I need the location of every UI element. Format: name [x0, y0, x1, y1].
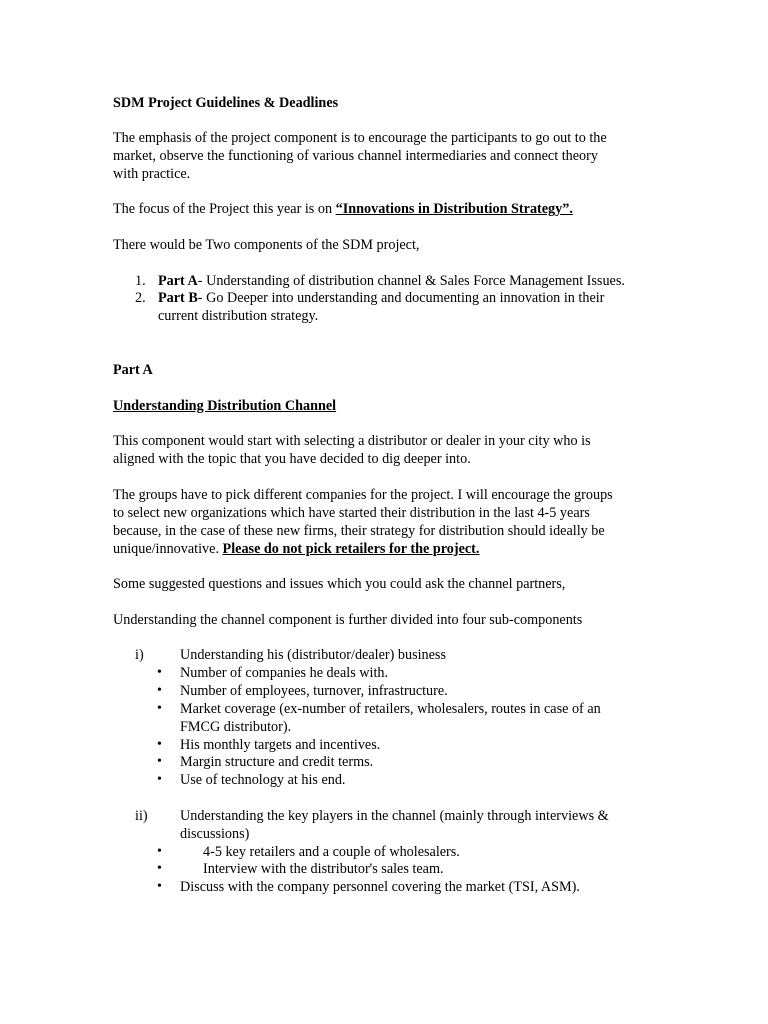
focus-line	[113, 200, 573, 218]
bullet-item: Use of technology at his end.	[180, 772, 346, 788]
bullet-item: Interview with the distributor's sales team.	[203, 861, 444, 877]
bullet-item-continuation: FMCG distributor).	[180, 719, 292, 735]
intro-line: with practice.	[113, 166, 191, 182]
bullet-item: Market coverage (ex-number of retailers, wholesalers, routes in case of an	[180, 701, 601, 717]
list-item	[158, 289, 604, 307]
paragraph-line: because, in the case of these new firms, their strategy for distribution should ideally be	[113, 523, 605, 539]
bullet-icon: •	[157, 665, 162, 680]
focus-highlight: “Innovations in Distribution Strategy”.	[335, 201, 573, 217]
bullet-icon: •	[157, 844, 162, 859]
bullet-icon: •	[157, 701, 162, 716]
sub-numeral: ii)	[135, 808, 148, 824]
bullet-icon: •	[157, 683, 162, 698]
bullet-item: Number of employees, turnover, infrastructure.	[180, 683, 448, 699]
list-item	[158, 272, 625, 290]
part-a-heading: Part A	[113, 362, 153, 378]
sub-numeral: i)	[135, 647, 144, 663]
paragraph-line: The groups have to pick different companies for the project. I will encourage the groups	[113, 487, 613, 503]
component-text: - Understanding of distribution channel & Sales Force Management Issues.	[197, 273, 625, 289]
component-label: Part B	[158, 290, 198, 306]
bullet-icon: •	[157, 772, 162, 787]
bullet-icon: •	[157, 861, 162, 876]
questions-line: Some suggested questions and issues which you could ask the channel partners,	[113, 576, 566, 592]
bullet-item: Discuss with the company personnel covering the market (TSI, ASM).	[180, 879, 580, 895]
sub-title: Understanding the key players in the channel (mainly through interviews &	[180, 808, 609, 824]
paragraph-line	[113, 540, 479, 558]
paragraph-line: This component would start with selecting a distributor or dealer in your city who is	[113, 433, 591, 449]
list-number: 1.	[135, 273, 146, 289]
bullet-icon: •	[157, 879, 162, 894]
component-label: Part A	[158, 273, 198, 289]
bullet-item: Margin structure and credit terms.	[180, 754, 374, 770]
bullet-icon: •	[157, 754, 162, 769]
bullet-item: Number of companies he deals with.	[180, 665, 389, 681]
component-text: - Go Deeper into understanding and documenting an innovation in their	[197, 290, 605, 306]
paragraph-line: to select new organizations which have started their distribution in the last 4-5 years	[113, 505, 590, 521]
sub-title: Understanding his (distributor/dealer) business	[180, 647, 446, 663]
retailers-warning: Please do not pick retailers for the project.	[222, 541, 480, 557]
focus-prefix: The focus of the Project this year is on	[113, 201, 336, 217]
components-intro: There would be Two components of the SDM project,	[113, 237, 420, 253]
bullet-item: 4-5 key retailers and a couple of wholesalers.	[203, 844, 460, 860]
para2-last-prefix: unique/innovative.	[113, 541, 223, 557]
intro-line: The emphasis of the project component is to encourage the participants to go out to the	[113, 130, 607, 146]
bullet-icon: •	[157, 737, 162, 752]
bullet-item: His monthly targets and incentives.	[180, 737, 381, 753]
list-number: 2.	[135, 290, 146, 306]
subcomponents-line: Understanding the channel component is further divided into four sub-components	[113, 612, 583, 628]
paragraph-line: aligned with the topic that you have decided to dig deeper into.	[113, 451, 471, 467]
list-item-continuation: current distribution strategy.	[158, 308, 319, 324]
section-heading: Understanding Distribution Channel	[113, 398, 337, 414]
document-title: SDM Project Guidelines & Deadlines	[113, 95, 339, 111]
sub-title-continuation: discussions)	[180, 826, 250, 842]
intro-line: market, observe the functioning of various channel intermediaries and connect theory	[113, 148, 598, 164]
